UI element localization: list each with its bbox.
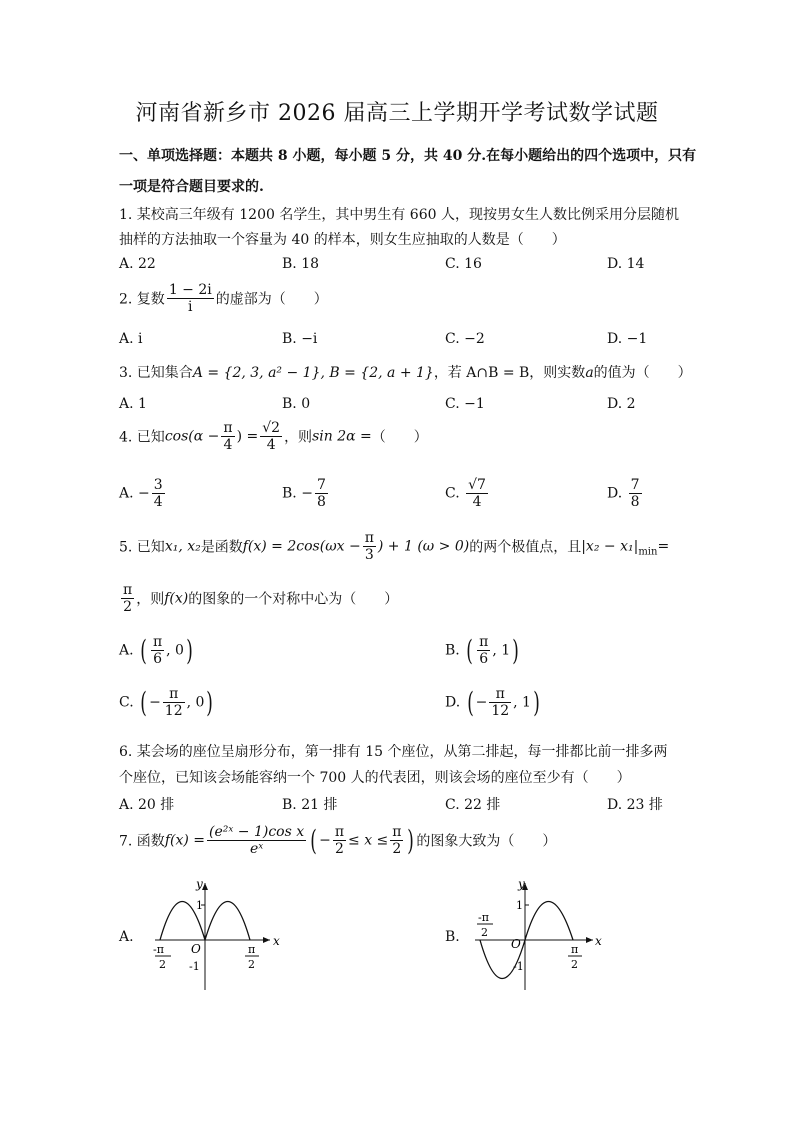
q2-prefix: 2. 复数 — [119, 291, 165, 308]
section-heading-line2: 一项是符合题目要求的. — [119, 179, 264, 195]
q4-sin: sin 2α = — [312, 428, 372, 445]
q6-line2: 个座位，已知该会场能容纳一个 700 人的代表团，则该会场的座位至少有（ ） — [119, 770, 631, 786]
q5-l2-num: π — [123, 582, 133, 598]
q4-d-num: 7 — [630, 477, 640, 493]
q1-option-a: A. 22 — [119, 256, 156, 272]
q7-f: f(x) = — [164, 832, 205, 849]
q5-b-num: π — [479, 634, 489, 650]
q4-suffix: （ ） — [371, 429, 428, 446]
q5-d-den: 12 — [491, 703, 510, 720]
label-origin: O — [191, 942, 201, 956]
q7-frac — [207, 824, 306, 857]
label-neg-pi: -π — [153, 943, 164, 956]
q5-text2: 的两个极值点，且 — [469, 539, 582, 556]
q5-a-rparen: ) — [186, 634, 193, 668]
q3-suffix: 的值为（ ） — [593, 365, 692, 381]
q2-stem — [119, 282, 328, 315]
q4-d-frac — [629, 477, 642, 510]
q7-option-a-label: A. — [119, 929, 134, 945]
q7-stem — [119, 824, 556, 857]
q3-prefix: 3. 已知集合 — [119, 365, 193, 381]
q4-option-a — [119, 477, 167, 510]
q6-option-c: C. 22 排 — [445, 797, 501, 813]
q5-abs: |x₂ − x₁| — [581, 538, 639, 555]
q5-option-a — [119, 634, 195, 667]
q5-a-label: A. — [119, 642, 134, 659]
q5-c-sign: − — [149, 694, 161, 711]
q5-l2-den: 2 — [123, 599, 133, 616]
q5-d-rparen: ) — [533, 686, 540, 720]
q5-eq: = — [657, 538, 670, 555]
q4-b-num: 7 — [316, 477, 326, 493]
q5-option-d — [445, 686, 542, 719]
label-neg1: -1 — [189, 960, 200, 973]
q7-prefix: 7. 函数 — [119, 833, 165, 850]
q4-a-num: 3 — [153, 477, 163, 493]
q5-d-frac — [489, 686, 511, 719]
q7-graph-a — [145, 875, 285, 995]
q1-line1: 1. 某校高三年级有 1200 名学生，其中男生有 660 人，现按男女生人数比例采用分层随机 — [119, 207, 679, 223]
q5-l2-suffix: 的图象的一个对称中心为（ ） — [188, 591, 399, 608]
q4-a-den: 4 — [153, 494, 163, 511]
q6-option-a: A. 20 排 — [119, 797, 175, 813]
q3-set-b: , B = {2, a + 1} — [320, 365, 434, 381]
q5-d-num: π — [489, 686, 511, 703]
q2-option-a: A. i — [119, 331, 143, 347]
q5-min: min — [638, 546, 658, 558]
q5-b-label: B. — [445, 642, 460, 659]
q4-cos: cos(α − — [164, 428, 220, 445]
q7-rparen: ) — [407, 824, 415, 858]
q5-a-num: π — [152, 634, 163, 650]
label-two-right: 2 — [248, 958, 255, 971]
q6-line1: 6. 某会场的座位呈扇形分布，第一排有 15 个座位，从第二排起，每一排都比前一排多两 — [119, 744, 668, 760]
q5-func: f(x) = 2cos(ωx − — [242, 538, 361, 555]
label-neg1: -1 — [513, 960, 524, 973]
q3-mid: ，若 A∩B = B，则实数 — [433, 365, 586, 381]
q4-pi: π — [223, 420, 233, 436]
q5-stem-line1 — [119, 530, 669, 563]
page-title: 河南省新乡市 2026 届高三上学期开学考试数学试题 — [135, 101, 659, 126]
x-axis-arrow — [586, 937, 593, 943]
q5-vars: x₁, x₂ — [164, 538, 201, 555]
q4-c-frac — [466, 477, 488, 510]
q7-range-right-pi: π — [392, 824, 402, 840]
q5-d-label: D. — [445, 694, 461, 711]
q5-b-frac — [477, 634, 490, 667]
label-y: y — [196, 877, 203, 891]
q2-den: i — [188, 299, 193, 316]
q5-l2-f: f(x) — [164, 590, 189, 607]
q1-option-b: B. 18 — [282, 256, 320, 272]
q5-prefix: 5. 已知 — [119, 539, 165, 556]
q5-pi: π — [364, 530, 374, 546]
q4-option-d — [607, 477, 644, 510]
q4-rp: ) = — [236, 428, 259, 445]
q7-option-b-label: B. — [445, 929, 460, 945]
q4-stem — [119, 420, 428, 453]
q4-c-label: C. — [445, 485, 460, 502]
q3-set-a: A = {2, 3, a² − 1} — [192, 365, 321, 381]
q2-option-d: D. −1 — [607, 331, 648, 347]
q4-mid: ，则 — [284, 429, 313, 446]
q5-c-rparen: ) — [206, 686, 214, 720]
q5-b-den: 6 — [479, 651, 489, 668]
q5-d-tail: , 1 — [513, 694, 531, 711]
q2-fraction — [167, 282, 214, 315]
label-two-left: 2 — [159, 958, 166, 971]
label-pi: π — [248, 943, 256, 956]
label-1: 1 — [516, 899, 523, 912]
q2-suffix: 的虚部为（ ） — [215, 291, 328, 308]
q5-c-den: 12 — [164, 703, 183, 720]
q5-a-frac — [151, 634, 164, 667]
q5-c-lparen: ( — [140, 686, 147, 720]
label-two-right: 2 — [571, 958, 578, 971]
q3-var: a — [585, 365, 594, 381]
q5-a-lparen: ( — [140, 634, 147, 668]
label-x: x — [595, 934, 602, 948]
q4-a-sign: − — [138, 485, 150, 502]
q1-line2: 抽样的方法抽取一个容量为 40 的样本，则女生应抽取的人数是（ ） — [119, 232, 566, 248]
q7-lparen: ( — [310, 824, 317, 858]
q4-option-c — [445, 477, 490, 510]
q5-pi-frac — [363, 530, 376, 563]
q5-c-frac — [163, 686, 185, 719]
q6-option-d: D. 23 排 — [607, 797, 663, 813]
q5-text1: 是函数 — [200, 539, 243, 556]
q5-three: 3 — [364, 547, 374, 564]
label-y: y — [518, 877, 525, 891]
q7-suffix: 的图象大致为（ ） — [416, 833, 557, 850]
q7-den: eˣ — [249, 841, 264, 858]
q7-num: (e²ˣ − 1)cos x — [209, 824, 305, 840]
q3-option-c: C. −1 — [445, 396, 485, 412]
q5-a-den: 6 — [153, 651, 163, 668]
q1-option-c: C. 16 — [445, 256, 482, 272]
x-axis-arrow — [263, 937, 270, 943]
q7-range-right — [390, 824, 403, 857]
label-pi: π — [571, 943, 579, 956]
q2-option-c: C. −2 — [445, 331, 485, 347]
q3-stem — [119, 362, 692, 382]
q4-a-label: A. — [119, 485, 134, 502]
q4-rhs-num: √2 — [262, 420, 281, 436]
q4-d-den: 8 — [630, 494, 640, 511]
q4-prefix: 4. 已知 — [119, 429, 165, 446]
q5-c-tail: , 0 — [186, 694, 205, 711]
q7-range-left-pi: π — [334, 824, 345, 840]
label-neg-pi: -π — [478, 911, 489, 924]
q4-option-b — [282, 477, 330, 510]
q3-option-d: D. 2 — [607, 396, 636, 412]
q5-l2-frac — [121, 582, 134, 615]
q1-option-d: D. 14 — [607, 256, 645, 272]
q5-c-label: C. — [119, 694, 134, 711]
q4-b-frac — [315, 477, 328, 510]
y-axis-arrow — [202, 883, 208, 890]
q7-range-right-two: 2 — [392, 841, 402, 858]
label-x: x — [273, 934, 280, 948]
q7-minus: − — [319, 832, 331, 849]
label-two-left: 2 — [481, 926, 488, 939]
q4-a-frac — [152, 477, 165, 510]
q4-rhs-den: 4 — [266, 437, 276, 454]
q4-d-label: D. — [607, 485, 623, 502]
q5-d-lparen: ( — [466, 686, 474, 720]
q4-pi-frac — [221, 420, 234, 453]
q5-c-num: π — [163, 686, 185, 703]
label-origin: O — [511, 937, 521, 951]
q7-range-left — [333, 824, 346, 857]
q6-option-b: B. 21 排 — [282, 797, 338, 813]
q7-graph-b — [465, 875, 605, 995]
q5-d-sign: − — [475, 694, 488, 711]
q5-b-lparen: ( — [466, 634, 473, 668]
q4-c-den: 4 — [472, 494, 482, 511]
q4-b-sign: − — [301, 485, 313, 502]
q5-b-tail: , 1 — [492, 642, 511, 659]
q7-range-left-two: 2 — [334, 841, 344, 858]
q5-option-b — [445, 634, 521, 667]
q2-num: 1 − 2i — [168, 282, 212, 298]
q3-option-a: A. 1 — [119, 396, 147, 412]
q5-func2: ) + 1 (ω > 0) — [377, 538, 470, 555]
q5-l2-text: ，则 — [136, 591, 165, 608]
q3-option-b: B. 0 — [282, 396, 311, 412]
q5-option-c — [119, 686, 215, 719]
q4-rhs-frac — [260, 420, 282, 453]
q2-option-b: B. −i — [282, 331, 318, 347]
q5-stem-line2 — [119, 582, 398, 615]
q4-b-label: B. — [282, 485, 297, 502]
q4-b-den: 8 — [316, 494, 326, 511]
q5-a-tail: , 0 — [166, 642, 184, 659]
q4-four: 4 — [223, 437, 233, 454]
section-heading-line1: 一、单项选择题：本题共 8 小题，每小题 5 分，共 40 分.在每小题给出的四个选项中，只有 — [119, 148, 697, 164]
label-1: 1 — [196, 899, 203, 912]
q4-c-num: √7 — [468, 477, 486, 493]
q5-b-rparen: ) — [512, 634, 519, 668]
q7-range-mid: ≤ x ≤ — [348, 832, 389, 849]
